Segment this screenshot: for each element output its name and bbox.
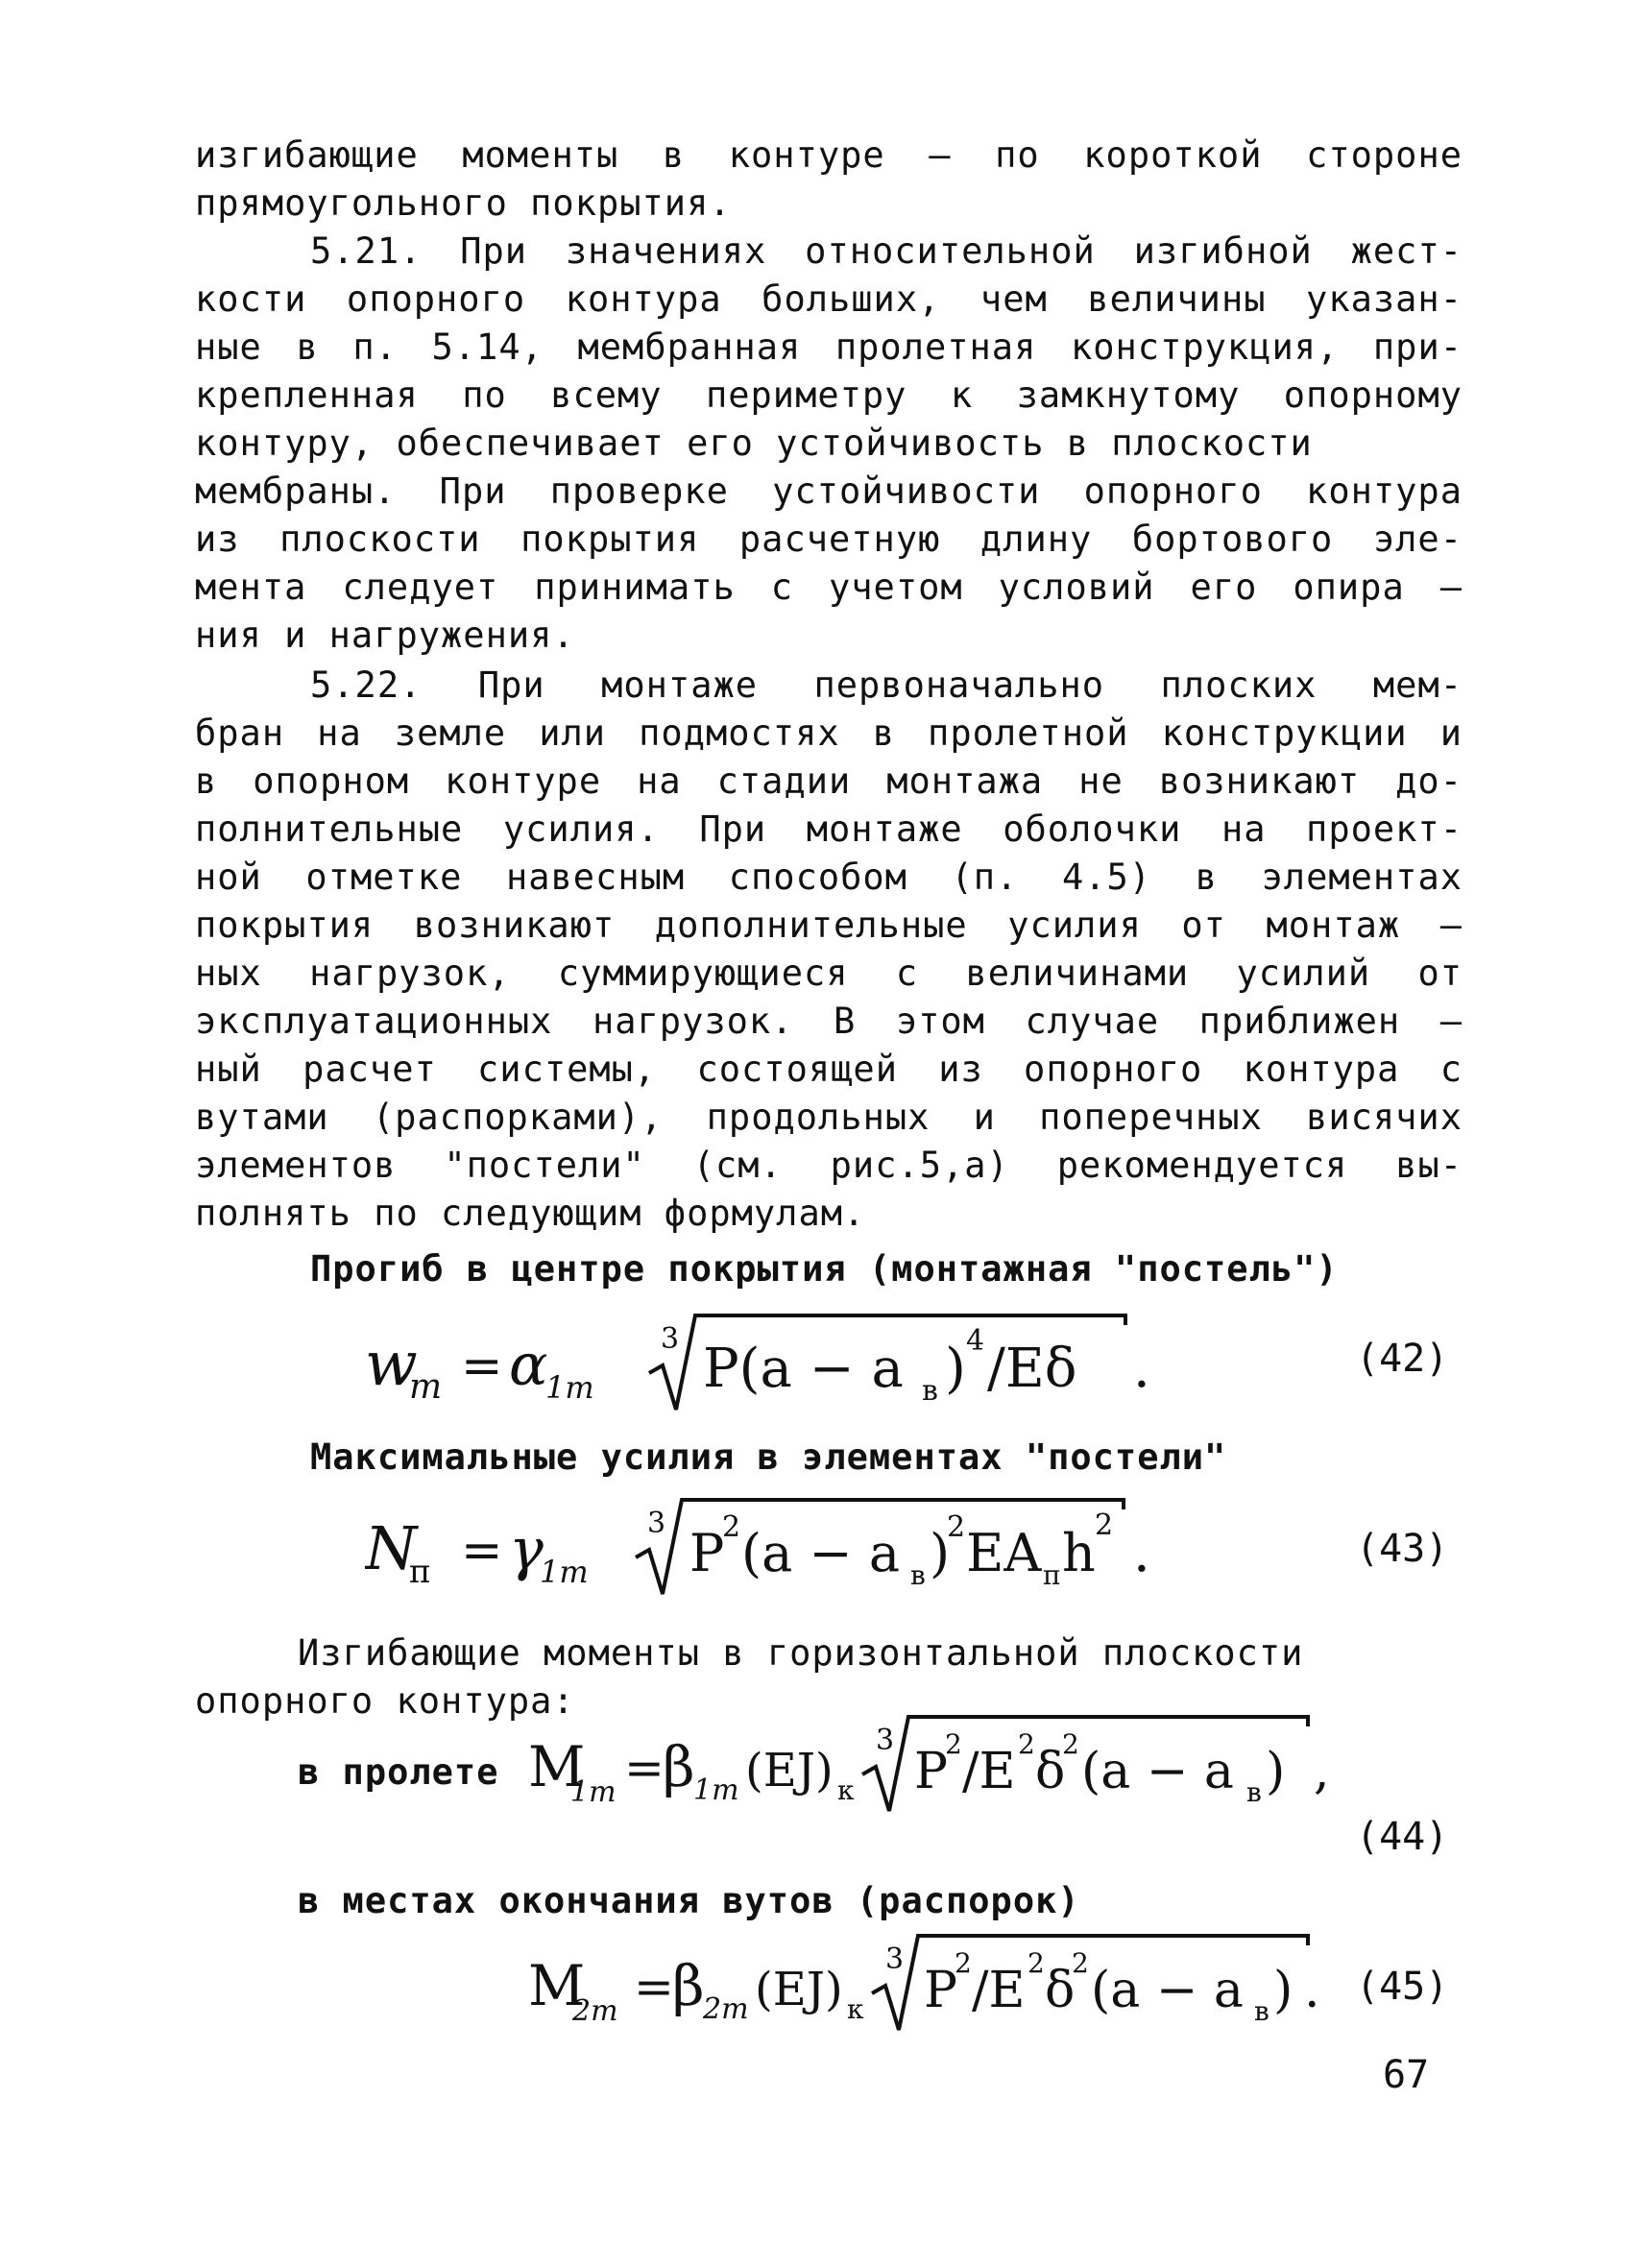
text-line: прямоугольного покрытия. bbox=[195, 182, 732, 224]
eq-symbol: β bbox=[672, 1953, 705, 2018]
eq-radicand: δ bbox=[1045, 1962, 1076, 2019]
eq-power: 2 bbox=[945, 1728, 962, 1760]
eq-radicand: P(a − a bbox=[703, 1338, 904, 1400]
text-line: ния и нагружения. bbox=[195, 615, 575, 656]
period: . bbox=[1304, 1962, 1320, 2019]
period: . bbox=[1133, 1338, 1150, 1400]
equation-42 bbox=[365, 1306, 1287, 1421]
text-line: изгибающие моменты в контуре – по короткой стороне bbox=[195, 134, 1463, 176]
root-index: 3 bbox=[647, 1507, 666, 1540]
eq-subscript: 2m bbox=[703, 1992, 749, 2026]
eq-radicand: P bbox=[924, 1962, 957, 2019]
eq-radicand: ) bbox=[1273, 1962, 1293, 2019]
eq-subscript: в bbox=[910, 1559, 926, 1591]
eq-radicand: ) bbox=[945, 1338, 966, 1400]
text-line: ные в п. 5.14, мембранная пролетная конструкция, при- bbox=[195, 326, 1463, 368]
eq-power: 2 bbox=[1018, 1728, 1035, 1760]
eq-radicand: P bbox=[689, 1523, 725, 1583]
eq-radicand: (a − a bbox=[741, 1523, 901, 1583]
eq-subscript: в bbox=[922, 1374, 938, 1408]
text-line: покрытия возникают дополнительные усилия от монтаж – bbox=[195, 905, 1463, 946]
eq-factor: (EJ) bbox=[745, 1744, 834, 1798]
text-line: 5.21. При значениях относительной изгибной жест- bbox=[310, 230, 1463, 272]
text-line: вутами (распорками), продольных и поперечных висячих bbox=[195, 1097, 1463, 1138]
eq-power: 2 bbox=[947, 1510, 966, 1544]
eq-subscript: 2m bbox=[572, 1994, 618, 2028]
text-line: из плоскости покрытия расчетную длину бортового эле- bbox=[195, 519, 1463, 560]
eq-symbol: β bbox=[663, 1734, 695, 1799]
eq-subscript: к bbox=[837, 1774, 855, 1806]
eq-radicand: (a − a bbox=[1091, 1962, 1244, 2019]
eq-subscript: в bbox=[1246, 1776, 1262, 1808]
eq-symbol: N bbox=[365, 1513, 418, 1583]
eq-radicand: h bbox=[1062, 1523, 1096, 1583]
eq-subscript: m bbox=[409, 1367, 443, 1407]
equation-number: (42) bbox=[1356, 1337, 1449, 1381]
eq-radicand: P bbox=[914, 1743, 948, 1800]
text-line: крепленная по всему периметру к замкнутому опорному bbox=[195, 374, 1463, 416]
eq-symbol: M bbox=[528, 1953, 586, 2018]
eq-symbol: w bbox=[365, 1329, 418, 1400]
equation-43 bbox=[365, 1490, 1287, 1605]
eq-radicand: /E bbox=[962, 1743, 1016, 1800]
eq-subscript: в bbox=[1254, 1995, 1269, 2027]
eq-factor: (EJ) bbox=[755, 1963, 843, 2016]
text-line: полнять по следующим формулам. bbox=[195, 1193, 866, 1234]
text-line: ной отметке навесным способом (п. 4.5) в элементах bbox=[195, 857, 1463, 898]
eq-radicand: EA bbox=[966, 1523, 1042, 1583]
eq-power: 2 bbox=[722, 1510, 741, 1544]
text-line: ный расчет системы, состоящей из опорного контура с bbox=[195, 1049, 1463, 1090]
eq-power: 2 bbox=[955, 1947, 972, 1979]
text-line: мембраны. При проверке устойчивости опорного контура bbox=[195, 470, 1463, 512]
eq-subscript: п bbox=[409, 1553, 431, 1591]
text-line: элементов "постели" (см. рис.5,а) рекомендуется вы- bbox=[195, 1145, 1463, 1186]
equation-44 bbox=[528, 1707, 1373, 1822]
eq-radicand: /Eδ bbox=[987, 1338, 1077, 1400]
equation-45 bbox=[528, 1926, 1344, 2041]
text-line: ных нагрузок, суммирующиеся с величинами усилий от bbox=[195, 953, 1463, 994]
eq-subscript: 1m bbox=[693, 1773, 739, 1807]
equation-number: (43) bbox=[1356, 1527, 1449, 1571]
eq-radicand: (a − a bbox=[1081, 1743, 1234, 1800]
period: . bbox=[1133, 1522, 1150, 1584]
text-line: полнительные усилия. При монтаже оболочки на проект- bbox=[195, 808, 1463, 850]
equation-number: (44) bbox=[1356, 1815, 1449, 1859]
eq-power: 2 bbox=[1028, 1947, 1045, 1979]
eq-power: 4 bbox=[966, 1324, 985, 1358]
equals-sign: = bbox=[634, 1959, 674, 2015]
eq-radicand: δ bbox=[1035, 1743, 1066, 1800]
equals-sign: = bbox=[461, 1522, 503, 1580]
text-line: в опорном контуре на стадии монтажа не возникают до- bbox=[195, 760, 1463, 802]
formula-caption: Максимальные усилия в элементах "постели" bbox=[310, 1436, 1227, 1478]
eq-subscript: 1m bbox=[540, 1554, 589, 1590]
formula-caption: Изгибающие моменты в горизонтальной плоскости bbox=[298, 1632, 1304, 1674]
eq-power: 2 bbox=[1095, 1508, 1114, 1542]
equation-number: (45) bbox=[1356, 1965, 1449, 2009]
page-number: 67 bbox=[1383, 2053, 1430, 2097]
formula-caption: Прогиб в центре покрытия (монтажная "постель") bbox=[310, 1248, 1339, 1290]
eq-subscript: 1m bbox=[545, 1369, 594, 1406]
eq-radicand: ) bbox=[930, 1523, 951, 1583]
root-index: 3 bbox=[876, 1724, 895, 1757]
formula-label: в местах окончания вутов (распорок) bbox=[298, 1880, 1080, 1921]
root-index: 3 bbox=[661, 1322, 680, 1356]
text-line: эксплуатационных нагрузок. В этом случае приближен – bbox=[195, 1001, 1463, 1042]
equals-sign: = bbox=[461, 1338, 503, 1395]
eq-radicand: ) bbox=[1266, 1743, 1286, 1800]
eq-subscript: п bbox=[1043, 1559, 1061, 1591]
equals-sign: = bbox=[624, 1740, 665, 1796]
eq-subscript: к bbox=[847, 1993, 864, 2025]
text-line: 5.22. При монтаже первоначально плоских мем- bbox=[310, 664, 1463, 706]
eq-symbol: α bbox=[509, 1332, 548, 1399]
eq-symbol: γ bbox=[509, 1516, 544, 1583]
text-line: кости опорного контура больших, чем величины указан- bbox=[195, 278, 1463, 320]
comma: , bbox=[1314, 1743, 1330, 1800]
eq-power: 2 bbox=[1062, 1728, 1079, 1760]
formula-label: в пролете bbox=[298, 1751, 499, 1793]
text-line: бран на земле или подмостях в пролетной конструкции и bbox=[195, 712, 1463, 754]
eq-power: 2 bbox=[1072, 1947, 1089, 1979]
eq-symbol: M bbox=[528, 1734, 586, 1799]
eq-subscript: 1m bbox=[570, 1775, 616, 1809]
text-line: контуру, обеспечивает его устойчивость в плоскости bbox=[195, 422, 1313, 464]
root-index: 3 bbox=[885, 1942, 905, 1976]
formula-caption: опорного контура: bbox=[195, 1680, 575, 1722]
eq-radicand: /E bbox=[972, 1962, 1026, 2019]
text-line: мента следует принимать с учетом условий его опира – bbox=[195, 567, 1463, 608]
